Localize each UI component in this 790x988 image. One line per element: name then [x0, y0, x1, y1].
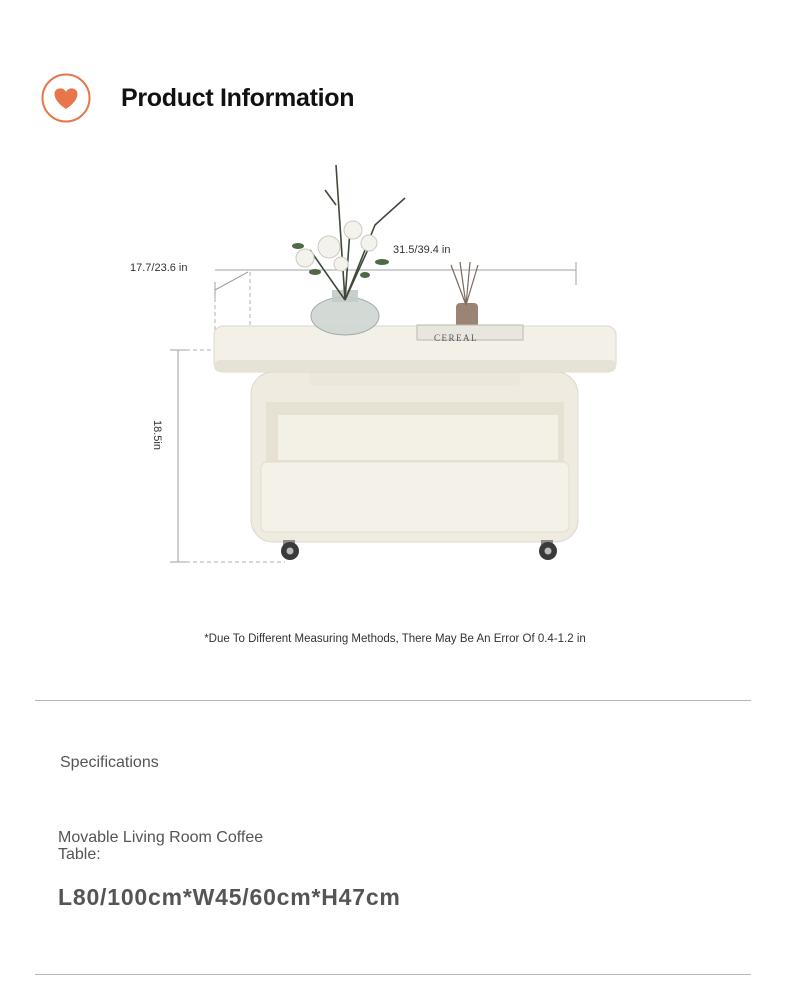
divider — [35, 974, 751, 975]
book-label: CEREAL — [434, 333, 478, 343]
page-title: Product Information — [121, 84, 355, 112]
product-dimensions: L80/100cm*W45/60cm*H47cm — [58, 884, 401, 910]
measurement-note: *Due To Different Measuring Methods, There May Be An Error Of 0.4-1.2 in — [204, 633, 586, 645]
height-dimension-label: 18.5in — [151, 420, 163, 450]
specifications-heading: Specifications — [60, 754, 159, 771]
heart-icon — [41, 73, 91, 123]
coffee-table-illustration — [120, 150, 640, 590]
divider — [35, 700, 751, 701]
product-name: Movable Living Room Coffee Table: — [58, 829, 264, 863]
width-dimension-label: 31.5/39.4 in — [393, 244, 451, 256]
depth-dimension-label: 17.7/23.6 in — [130, 262, 188, 274]
